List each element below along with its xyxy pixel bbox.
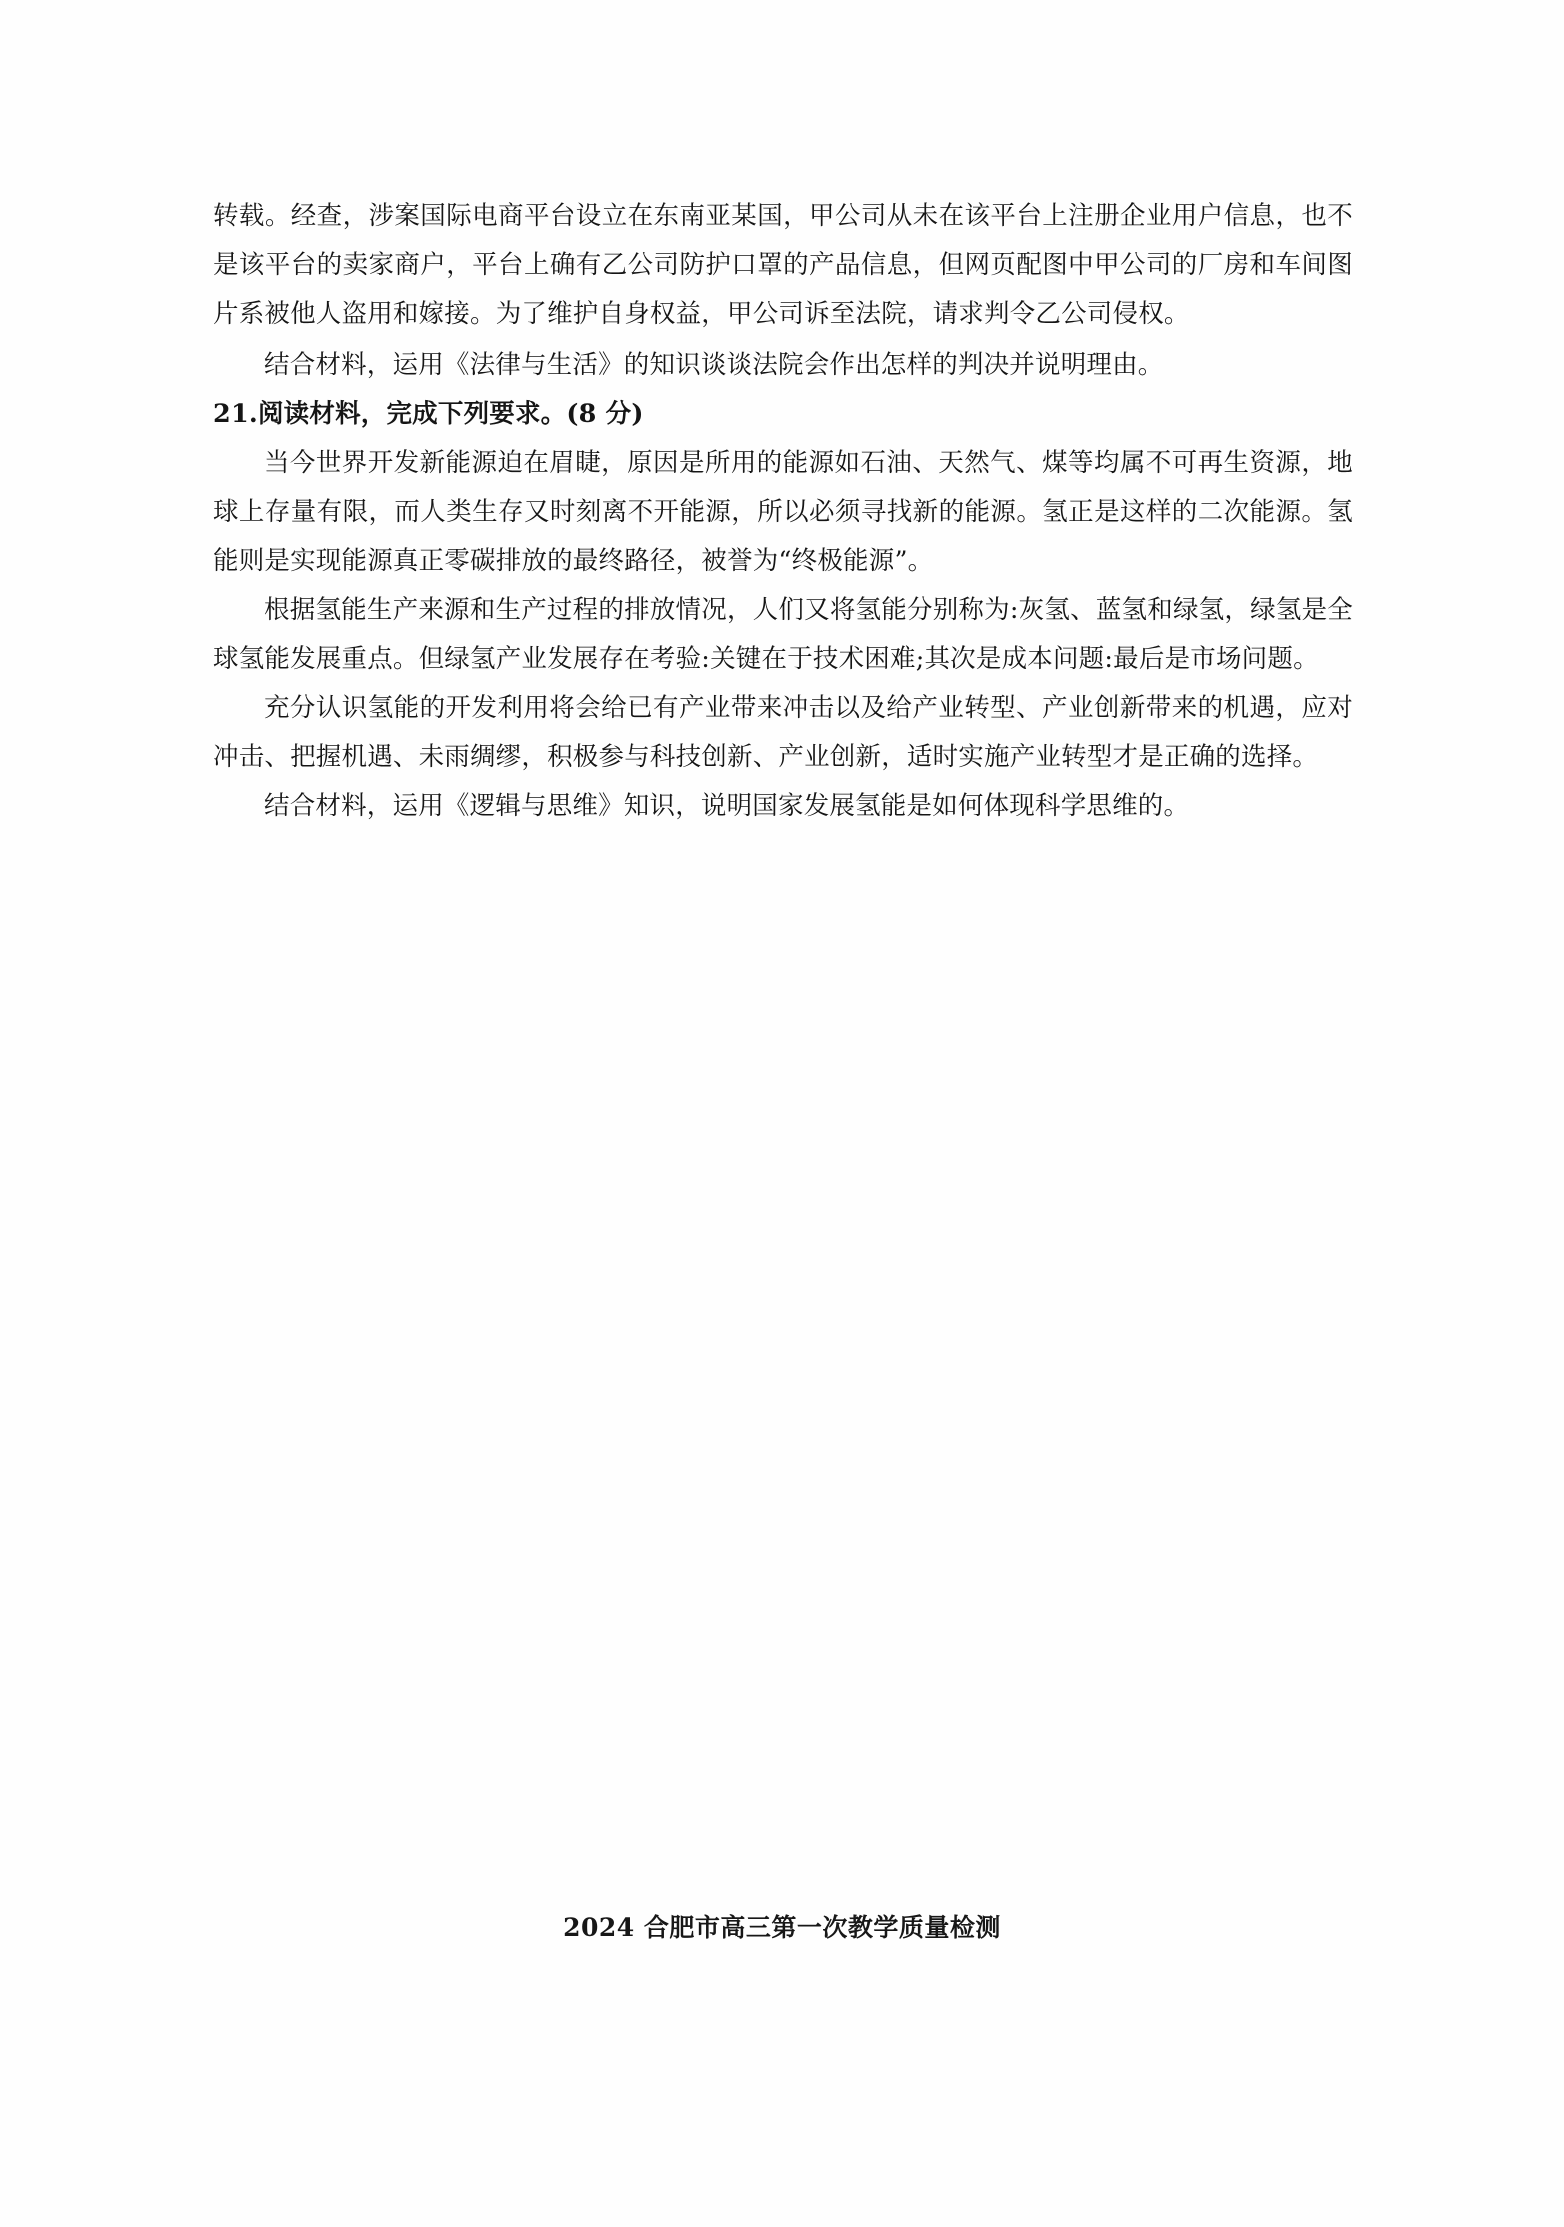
paragraph-21-1: 当今世界开发新能源迫在眉睫，原因是所用的能源如石油、天然气、煤等均属不可再生资源，地球上存量有限，而人类生存又时刻离不开能源，所以必须寻找新的能源。氢正是这样的二次能源。氢能则是实现能源真正零碳排放的最终路径，被誉为“终极能源”。 (213, 448, 1353, 576)
paragraph-21-3: 充分认识氢能的开发利用将会给已有产业带来冲击以及给产业转型、产业创新带来的机遇，应对冲击、把握机遇、未雨绸缪，积极参与科技创新、产业创新，适时实施产业转型才是正确的选择。 (213, 693, 1353, 772)
paragraph-case-continued: 转载。经查，涉案国际电商平台设立在东南亚某国，甲公司从未在该平台上注册企业用户信息，也不是该平台的卖家商户，平台上确有乙公司防护口罩的产品信息，但网页配图中甲公司的厂房和车间图片系被他人盗用和嫁接。为了维护自身权益，甲公司诉至法院，请求判令乙公司侵权。 (213, 201, 1353, 329)
page-footer: 2024 合肥市高三第一次教学质量检测 (563, 1913, 1001, 1942)
paragraph-21-4: 结合材料，运用《逻辑与思维》知识，说明国家发展氢能是如何体现科学思维的。 (264, 791, 1190, 821)
page-content (213, 192, 1353, 831)
paragraph-question-20-prompt: 结合材料，运用《法律与生活》的知识谈谈法院会作出怎样的判决并说明理由。 (264, 350, 1164, 380)
question-21-heading: 21.阅读材料，完成下列要求。(8 分) (213, 399, 644, 429)
paragraph-21-2: 根据氢能生产来源和生产过程的排放情况，人们又将氢能分别称为:灰氢、蓝氢和绿氢，绿氢是全球氢能发展重点。但绿氢产业发展存在考验:关键在于技术困难;其次是成本问题:最后是市场问题。 (213, 595, 1353, 674)
